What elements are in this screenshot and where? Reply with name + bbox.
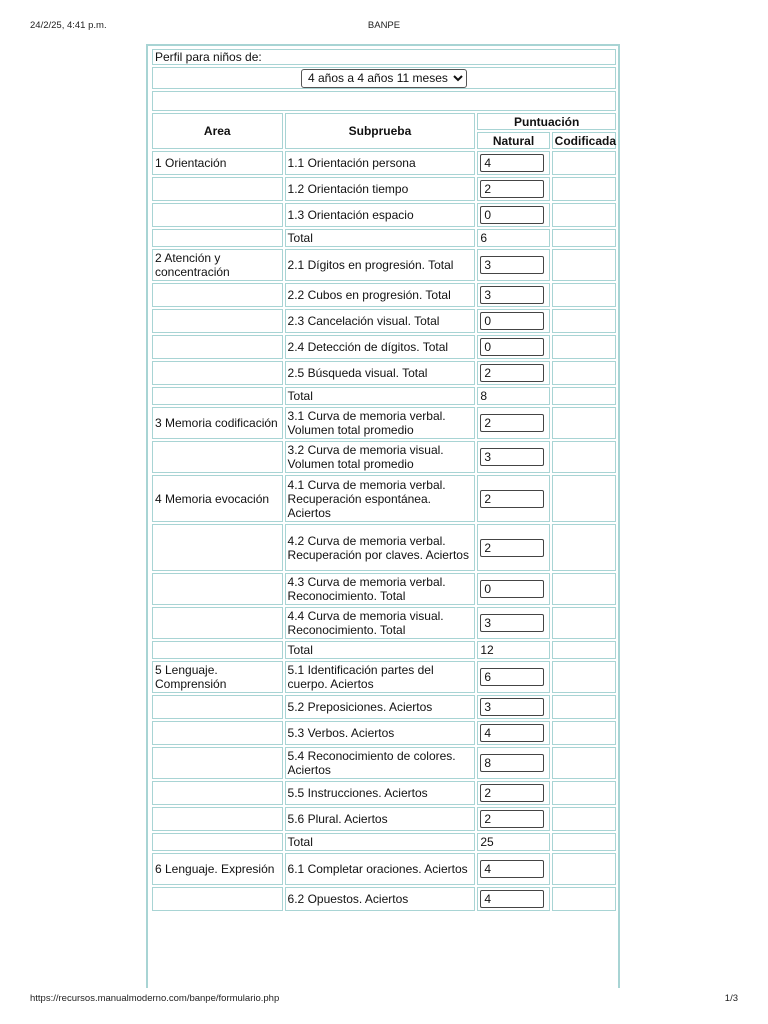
- subtest-cell: 2.2 Cubos en progresión. Total: [285, 283, 476, 307]
- subtest-cell: 6.1 Completar oraciones. Aciertos: [285, 853, 476, 885]
- coded-score-cell: [552, 441, 616, 473]
- coded-score-cell: [552, 229, 616, 247]
- area-cell: 6 Lenguaje. Expresión: [152, 853, 283, 885]
- coded-score-cell: [552, 475, 616, 522]
- natural-score-cell: [477, 177, 549, 201]
- natural-score-input[interactable]: [480, 154, 544, 172]
- table-row: [152, 361, 616, 385]
- print-url: https://recursos.manualmoderno.com/banpe/formulario.php: [30, 993, 280, 1004]
- age-range-select[interactable]: [301, 69, 467, 88]
- table-row: [152, 475, 616, 522]
- table-row: [152, 833, 616, 851]
- natural-score-cell: [477, 361, 549, 385]
- table-row: [152, 747, 616, 779]
- subtest-cell: 2.1 Dígitos en progresión. Total: [285, 249, 476, 281]
- table-row: [152, 203, 616, 227]
- area-cell: [152, 781, 283, 805]
- natural-score-input[interactable]: [480, 414, 544, 432]
- subtest-column-header: Subprueba: [285, 113, 476, 149]
- natural-score-input[interactable]: [480, 180, 544, 198]
- table-row: [152, 229, 616, 247]
- natural-score-cell: [477, 721, 549, 745]
- table-row: [152, 309, 616, 333]
- area-column-header: Area: [152, 113, 283, 149]
- natural-score-input[interactable]: [480, 580, 544, 598]
- natural-score-cell: [477, 441, 549, 473]
- area-cell: [152, 177, 283, 201]
- subtest-cell: 5.2 Preposiciones. Aciertos: [285, 695, 476, 719]
- area-cell: [152, 807, 283, 831]
- subtest-cell: 4.2 Curva de memoria verbal. Recuperación por claves. Aciertos: [285, 524, 476, 571]
- area-cell: [152, 203, 283, 227]
- natural-score-cell: [477, 887, 549, 911]
- natural-score-input[interactable]: [480, 256, 544, 274]
- subtest-cell: 3.2 Curva de memoria visual. Volumen total promedio: [285, 441, 476, 473]
- natural-score-cell: [477, 695, 549, 719]
- natural-score-cell: [477, 807, 549, 831]
- natural-score-cell: [477, 203, 549, 227]
- natural-total-value: 25: [477, 833, 549, 851]
- table-row: [152, 573, 616, 605]
- subtest-cell: 5.3 Verbos. Aciertos: [285, 721, 476, 745]
- natural-score-cell: [477, 853, 549, 885]
- natural-score-cell: [477, 283, 549, 307]
- table-row: [152, 853, 616, 885]
- coded-score-cell: [552, 807, 616, 831]
- spacer-row: [152, 91, 616, 111]
- subtest-cell: 2.4 Detección de dígitos. Total: [285, 335, 476, 359]
- area-cell: 1 Orientación: [152, 151, 283, 175]
- coded-score-cell: [552, 853, 616, 885]
- area-cell: [152, 361, 283, 385]
- natural-score-cell: [477, 309, 549, 333]
- total-label: Total: [285, 387, 476, 405]
- subtest-cell: 5.1 Identificación partes del cuerpo. Aciertos: [285, 661, 476, 693]
- natural-score-input[interactable]: [480, 724, 544, 742]
- coded-score-cell: [552, 833, 616, 851]
- coded-score-cell: [552, 335, 616, 359]
- subtest-cell: 1.1 Orientación persona: [285, 151, 476, 175]
- table-row: [152, 695, 616, 719]
- area-cell: [152, 833, 283, 851]
- coded-score-cell: [552, 573, 616, 605]
- area-cell: [152, 524, 283, 571]
- area-cell: [152, 335, 283, 359]
- natural-score-cell: [477, 335, 549, 359]
- print-header: [0, 20, 768, 34]
- natural-score-input[interactable]: [480, 206, 544, 224]
- coded-score-cell: [552, 283, 616, 307]
- coded-score-cell: [552, 661, 616, 693]
- print-datetime: 24/2/25, 4:41 p.m.: [30, 20, 107, 31]
- header-row: [152, 113, 616, 130]
- subtest-cell: 4.1 Curva de memoria verbal. Recuperación espontánea. Aciertos: [285, 475, 476, 522]
- coded-score-cell: [552, 249, 616, 281]
- natural-total-value: 8: [477, 387, 549, 405]
- natural-score-cell: [477, 151, 549, 175]
- table-row: [152, 524, 616, 571]
- coded-score-cell: [552, 781, 616, 805]
- subtest-cell: 5.6 Plural. Aciertos: [285, 807, 476, 831]
- area-cell: [152, 641, 283, 659]
- natural-score-input[interactable]: [480, 448, 544, 466]
- natural-score-input[interactable]: [480, 614, 544, 632]
- coded-score-cell: [552, 203, 616, 227]
- natural-score-input[interactable]: [480, 539, 544, 557]
- coded-score-cell: [552, 361, 616, 385]
- coded-score-cell: [552, 721, 616, 745]
- coded-score-cell: [552, 407, 616, 439]
- coded-column-header: Codificada: [552, 132, 616, 149]
- table-row: [152, 807, 616, 831]
- subtest-cell: 5.4 Reconocimiento de colores. Aciertos: [285, 747, 476, 779]
- score-column-header: Puntuación: [477, 113, 616, 130]
- area-cell: 2 Atención y concentración: [152, 249, 283, 281]
- natural-score-input[interactable]: [480, 286, 544, 304]
- natural-column-header: Natural: [477, 132, 549, 149]
- natural-score-cell: [477, 661, 549, 693]
- coded-score-cell: [552, 309, 616, 333]
- area-cell: [152, 441, 283, 473]
- coded-score-cell: [552, 747, 616, 779]
- subtest-cell: 2.3 Cancelación visual. Total: [285, 309, 476, 333]
- subtest-cell: 3.1 Curva de memoria verbal. Volumen total promedio: [285, 407, 476, 439]
- table-row: [152, 387, 616, 405]
- print-footer: [0, 993, 768, 1007]
- banpe-score-form: [150, 47, 618, 913]
- coded-score-cell: [552, 151, 616, 175]
- table-row: [152, 607, 616, 639]
- area-cell: [152, 309, 283, 333]
- natural-score-cell: [477, 524, 549, 571]
- natural-score-input[interactable]: [480, 890, 544, 908]
- total-label: Total: [285, 641, 476, 659]
- subtest-cell: 2.5 Búsqueda visual. Total: [285, 361, 476, 385]
- natural-score-cell: [477, 607, 549, 639]
- natural-score-input[interactable]: [480, 754, 544, 772]
- area-cell: [152, 887, 283, 911]
- table-row: [152, 151, 616, 175]
- natural-score-cell: [477, 249, 549, 281]
- coded-score-cell: [552, 387, 616, 405]
- natural-score-cell: [477, 475, 549, 522]
- area-cell: [152, 573, 283, 605]
- area-cell: [152, 747, 283, 779]
- age-select-row: [152, 67, 616, 89]
- area-cell: [152, 387, 283, 405]
- area-cell: 3 Memoria codificación: [152, 407, 283, 439]
- subtest-cell: 1.2 Orientación tiempo: [285, 177, 476, 201]
- coded-score-cell: [552, 177, 616, 201]
- subtest-cell: 5.5 Instrucciones. Aciertos: [285, 781, 476, 805]
- area-cell: 4 Memoria evocación: [152, 475, 283, 522]
- natural-score-cell: [477, 407, 549, 439]
- table-row: [152, 177, 616, 201]
- natural-score-input[interactable]: [480, 860, 544, 878]
- area-cell: [152, 607, 283, 639]
- natural-score-input[interactable]: [480, 338, 544, 356]
- natural-total-value: 6: [477, 229, 549, 247]
- print-page-number: 1/3: [724, 993, 738, 1004]
- coded-score-cell: [552, 641, 616, 659]
- natural-score-input[interactable]: [480, 668, 544, 686]
- coded-score-cell: [552, 887, 616, 911]
- area-cell: [152, 229, 283, 247]
- table-row: [152, 641, 616, 659]
- print-page-title: BANPE: [367, 20, 401, 31]
- natural-score-cell: [477, 747, 549, 779]
- natural-total-value: 12: [477, 641, 549, 659]
- natural-score-input[interactable]: [480, 364, 544, 382]
- table-row: [152, 283, 616, 307]
- natural-score-input[interactable]: [480, 312, 544, 330]
- area-cell: [152, 283, 283, 307]
- score-rows: [152, 151, 616, 911]
- area-cell: 5 Lenguaje. Comprensión: [152, 661, 283, 693]
- table-row: [152, 661, 616, 693]
- table-row: [152, 407, 616, 439]
- natural-score-cell: [477, 573, 549, 605]
- table-row: [152, 721, 616, 745]
- total-label: Total: [285, 229, 476, 247]
- total-label: Total: [285, 833, 476, 851]
- table-row: [152, 249, 616, 281]
- natural-score-input[interactable]: [480, 698, 544, 716]
- profile-label: Perfil para niños de:: [152, 49, 616, 65]
- natural-score-input[interactable]: [480, 784, 544, 802]
- natural-score-input[interactable]: [480, 810, 544, 828]
- natural-score-cell: [477, 781, 549, 805]
- profile-row: [152, 49, 616, 65]
- subtest-cell: 4.3 Curva de memoria verbal. Reconocimiento. Total: [285, 573, 476, 605]
- coded-score-cell: [552, 695, 616, 719]
- table-row: [152, 335, 616, 359]
- coded-score-cell: [552, 607, 616, 639]
- table-row: [152, 781, 616, 805]
- natural-score-input[interactable]: [480, 490, 544, 508]
- table-row: [152, 887, 616, 911]
- subtest-cell: 4.4 Curva de memoria visual. Reconocimiento. Total: [285, 607, 476, 639]
- subtest-cell: 6.2 Opuestos. Aciertos: [285, 887, 476, 911]
- area-cell: [152, 721, 283, 745]
- subtest-cell: 1.3 Orientación espacio: [285, 203, 476, 227]
- coded-score-cell: [552, 524, 616, 571]
- area-cell: [152, 695, 283, 719]
- table-row: [152, 441, 616, 473]
